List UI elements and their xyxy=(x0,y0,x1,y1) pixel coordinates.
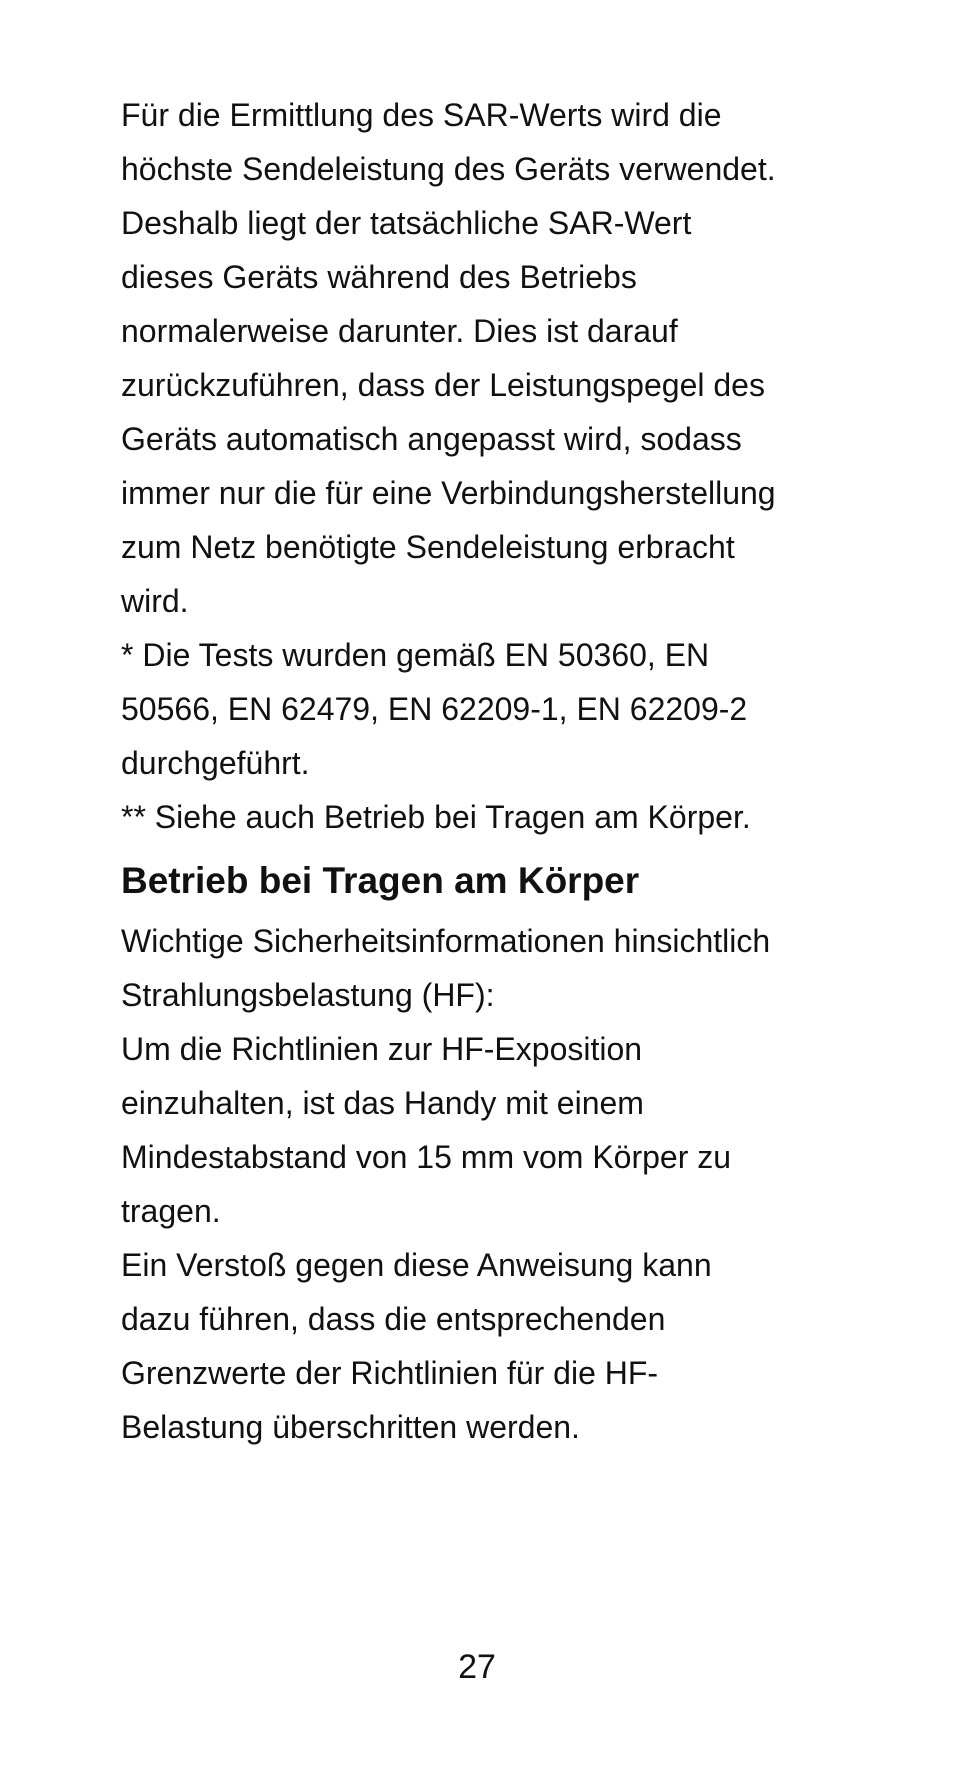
body-worn-reference-footnote: ** Siehe auch Betrieb bei Tragen am Körper. xyxy=(121,799,751,835)
section-heading-body-worn: Betrieb bei Tragen am Körper xyxy=(121,860,640,901)
violation-warning: Ein Verstoß gegen diese Anweisung kann dazu führen, dass die entsprechenden Grenzwerte der Richtlinien für die HF- Belastung überschritten werden. xyxy=(121,1247,712,1445)
test-standards-footnote: * Die Tests wurden gemäß EN 50360, EN 50566, EN 62479, EN 62209-1, EN 62209-2 durchgeführt. xyxy=(121,637,748,781)
page-number: 27 xyxy=(458,1648,496,1686)
safety-info-intro: Wichtige Sicherheitsinformationen hinsichtlich Strahlungsbelastung (HF): xyxy=(121,923,771,1013)
manual-page-content xyxy=(121,88,861,1454)
distance-instruction: Um die Richtlinien zur HF-Exposition einzuhalten, ist das Handy mit einem Mindestabstand von 15 mm vom Körper zu tragen. xyxy=(121,1031,732,1229)
sar-explanation-paragraph: Für die Ermittlung des SAR-Werts wird die höchste Sendeleistung des Geräts verwendet. Deshalb liegt der tatsächliche SAR-Wert dieses Geräts während des Betriebs normalerweise darunter. Dies ist darauf zurückzuführen, dass der Leistungspegel des Geräts automatisch angepasst wird, sodass immer nur die für eine Verbindungsherstellung zum Netz benötigte Sendeleistung erbracht wird. xyxy=(121,97,776,619)
